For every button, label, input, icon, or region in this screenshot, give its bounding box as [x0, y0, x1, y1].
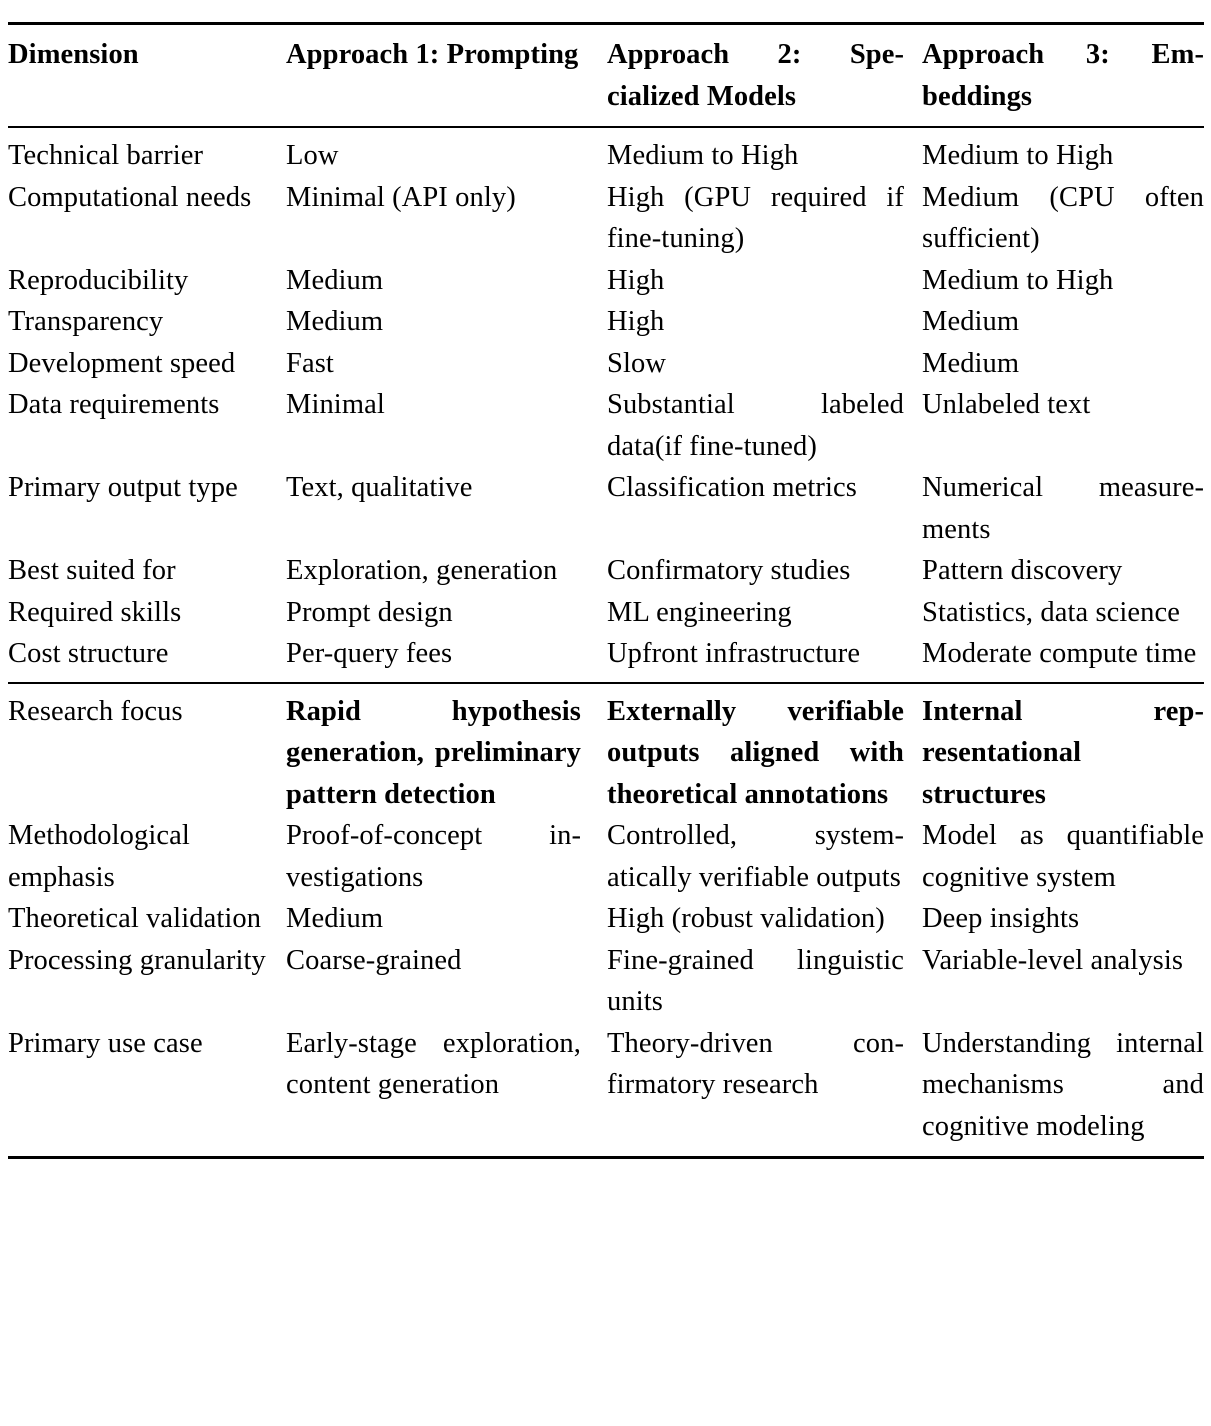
row-value-approach-2: Upfront infrastructure — [607, 638, 861, 669]
table-bottom-rule-line — [8, 1156, 1204, 1158]
row-value-approach-3: Model as quantifiable cognitive system — [922, 820, 1204, 893]
row-value-approach-1: Medium — [286, 903, 384, 934]
row-dimension-label: Technical barrier — [8, 140, 204, 171]
section-one-top-spacer — [8, 127, 1204, 135]
table-row — [8, 1023, 1204, 1148]
top-spacer-cell — [8, 24, 1204, 35]
table-row — [8, 815, 1204, 898]
row-value-approach-3: Pattern discovery — [922, 555, 1123, 586]
row-value-approach-3: Medium to High — [922, 264, 1114, 296]
table-row — [8, 135, 1204, 177]
row-dimension-label: Primary use case — [8, 1027, 203, 1059]
row-value-approach-3: Deep insights — [922, 903, 1080, 934]
table-row — [8, 177, 1204, 260]
table-row — [8, 592, 1204, 634]
comparison-table-container — [0, 22, 1211, 1426]
row-value-approach-1: Medium — [286, 306, 384, 337]
row-value-approach-3: Unlabeled text — [922, 389, 1091, 420]
row-dimension-label: Development speed — [8, 347, 236, 379]
table-row — [8, 691, 1204, 816]
table-row — [8, 467, 1204, 550]
row-dimension-label: Theoretical validation — [8, 903, 262, 934]
row-dimension-label: Cost structure — [8, 638, 169, 669]
row-value-approach-2: Controlled, systematically verifiable outputs — [607, 820, 904, 893]
row-dimension-label: Data requirements — [8, 389, 220, 420]
row-value-approach-2: High — [607, 306, 665, 337]
table-row — [8, 940, 1204, 1023]
row-value-approach-1: Coarse-grained — [286, 944, 462, 976]
row-dimension-label: Required skills — [8, 596, 182, 628]
row-value-approach-2: Slow — [607, 347, 667, 379]
header-bottom-spacer — [8, 119, 1204, 126]
row-value-approach-2: Externally verifiable outputs aligned with theoretical annotations — [607, 695, 904, 810]
row-dimension-label: Computational needs — [8, 181, 252, 213]
section-one-bottom-spacer-cell — [8, 675, 1204, 682]
bottom-spacer — [8, 1147, 1204, 1156]
table-row — [8, 301, 1204, 343]
row-value-approach-1: Rapid hypothesis generation, preliminary pattern detection — [286, 695, 581, 810]
row-value-approach-1: Early-stage exploration, content generation — [286, 1027, 581, 1100]
section-two-top-spacer-cell — [8, 683, 1204, 691]
row-value-approach-3: Numerical measurements — [922, 472, 1204, 545]
row-value-approach-1: Per-query fees — [286, 638, 453, 669]
top-spacer — [8, 24, 1204, 35]
row-value-approach-3: Understanding internal mechanisms and cognitive modeling — [922, 1027, 1204, 1142]
table-row — [8, 898, 1204, 940]
row-value-approach-3: Medium — [922, 347, 1020, 379]
table-row — [8, 633, 1204, 675]
column-header-1: Dimension — [8, 39, 139, 70]
section-one-bottom-spacer — [8, 675, 1204, 682]
row-dimension-label: Processing granularity — [8, 944, 266, 976]
row-value-approach-2: High (GPU required if fine-tuning) — [607, 181, 904, 254]
row-value-approach-1: Medium — [286, 264, 384, 296]
row-value-approach-3: Statistics, data science — [922, 596, 1181, 628]
approach-comparison-table — [8, 22, 1204, 1159]
column-header-2: Approach 1: Prompting — [286, 39, 579, 70]
row-dimension-label: Reproducibility — [8, 264, 189, 296]
table-row — [8, 343, 1204, 385]
row-dimension-label: Transparency — [8, 306, 164, 337]
row-value-approach-3: Internal representational structures — [922, 695, 1204, 810]
row-value-approach-1: Low — [286, 140, 339, 171]
row-dimension-label: Research focus — [8, 695, 183, 727]
row-value-approach-3: Medium to High — [922, 140, 1114, 171]
row-value-approach-2: High (robust validation) — [607, 903, 885, 934]
row-value-approach-1: Exploration, generation — [286, 555, 558, 586]
column-header-3: Approach 2: Specialized Models — [607, 39, 904, 112]
row-value-approach-2: Fine-grained linguistic units — [607, 944, 904, 1017]
section-two-top-spacer — [8, 683, 1204, 691]
header-bottom-spacer-cell — [8, 119, 1204, 126]
row-dimension-label: Methodological emphasis — [8, 820, 190, 893]
table-row — [8, 260, 1204, 302]
row-dimension-label: Best suited for — [8, 555, 176, 586]
row-value-approach-3: Moderate compute time — [922, 638, 1197, 669]
column-header-4: Approach 3: Embeddings — [922, 39, 1204, 112]
row-value-approach-1: Proof-of-concept investigations — [286, 820, 581, 893]
section-one-top-spacer-cell — [8, 127, 1204, 135]
bottom-spacer-cell — [8, 1147, 1204, 1156]
row-value-approach-2: High — [607, 264, 665, 296]
row-value-approach-1: Prompt design — [286, 596, 453, 628]
row-value-approach-2: ML engineering — [607, 596, 792, 628]
table-row — [8, 550, 1204, 592]
row-value-approach-1: Fast — [286, 347, 334, 379]
row-value-approach-2: Medium to High — [607, 140, 799, 171]
row-value-approach-2: Confirmatory studies — [607, 555, 851, 586]
row-value-approach-2: Theory-driven confirmatory research — [607, 1027, 904, 1100]
row-value-approach-3: Medium (CPU often sufficient) — [922, 181, 1204, 254]
row-dimension-label: Primary output type — [8, 472, 238, 503]
row-value-approach-2: Substantial labeled data(if fine-tuned) — [607, 389, 904, 462]
table-row — [8, 384, 1204, 467]
row-value-approach-3: Variable-level analysis — [922, 944, 1184, 976]
table-bottom-rule — [8, 1156, 1204, 1158]
table-header-row — [8, 34, 1204, 119]
row-value-approach-3: Medium — [922, 306, 1020, 337]
row-value-approach-2: Classification metrics — [607, 472, 857, 503]
row-value-approach-1: Minimal — [286, 389, 385, 420]
row-value-approach-1: Text, qualitative — [286, 472, 473, 503]
row-value-approach-1: Minimal (API only) — [286, 181, 516, 213]
